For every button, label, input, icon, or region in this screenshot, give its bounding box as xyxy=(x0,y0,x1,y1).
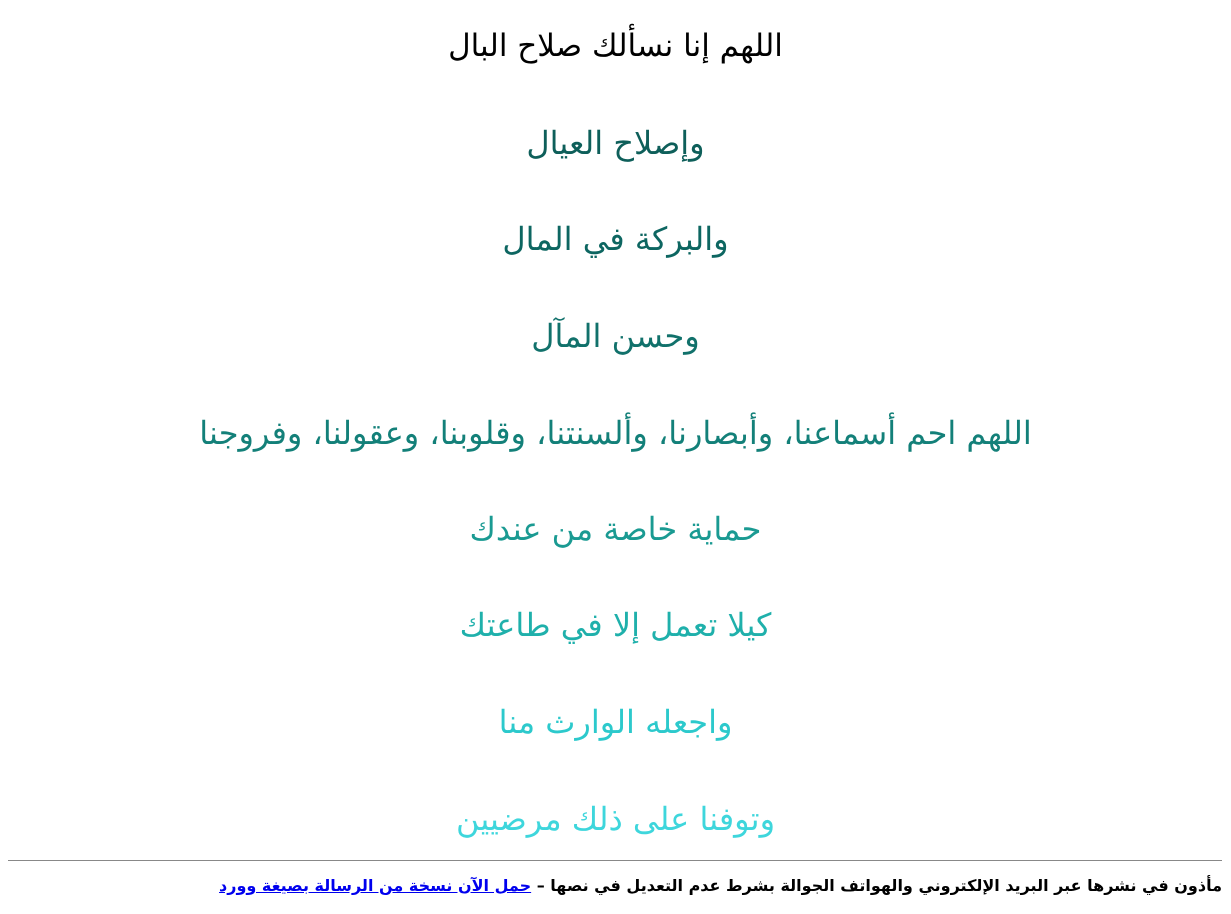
poem-line-3: والبركة في المال xyxy=(502,220,729,258)
poem-line-1: اللهم إنا نسألك صلاح البال xyxy=(448,28,783,64)
poem-line-4: وحسن المآل xyxy=(531,317,700,355)
poem-line-2: وإصلاح العيال xyxy=(526,124,705,162)
footer-notice: مأذون في نشرها عبر البريد الإلكتروني والهواتف الجوالة بشرط عدم التعديل في نصها xyxy=(550,876,1222,895)
poem-line-8: واجعله الوارث منا xyxy=(498,703,733,741)
poem-line-9: وتوفنا على ذلك مرضيين xyxy=(455,800,776,838)
poem-line-7: كيلا تعمل إلا في طاعتك xyxy=(459,606,772,644)
footer xyxy=(8,874,1222,898)
poem-line-5: اللهم احم أسماعنا، وأبصارنا، وألسنتنا، وقلوبنا، وعقولنا، وفروجنا xyxy=(199,414,1032,452)
footer-divider xyxy=(8,860,1222,861)
footer-separator: – xyxy=(531,876,551,895)
poem-line-6: حماية خاصة من عندك xyxy=(469,510,762,548)
download-word-link[interactable]: حمل الآن نسخة من الرسالة بصيغة وورد xyxy=(219,876,532,895)
